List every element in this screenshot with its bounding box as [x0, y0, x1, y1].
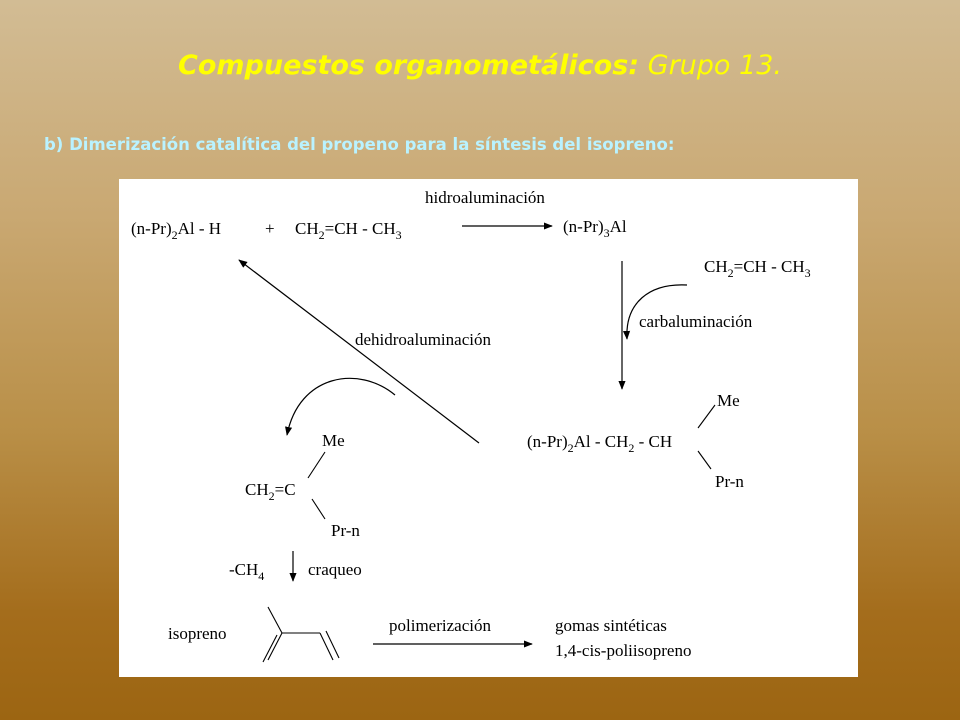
bond-to-me	[698, 405, 715, 428]
bond-to-prn	[698, 451, 711, 469]
me-upper: Me	[717, 391, 740, 410]
methylpentene: $CH_2=C$	[245, 480, 296, 503]
me-lower: Me	[322, 431, 345, 450]
label-isopreno: isopreno	[168, 624, 227, 643]
methane-loss: $-CH_4$	[229, 560, 265, 583]
title-main: Compuestos organometálicos:	[178, 50, 640, 81]
tripropylaluminum: $(n-Pr)_3Al$	[563, 217, 627, 240]
prn-lower: Pr-n	[331, 521, 360, 540]
propene-reactant: $CH_2=CH - CH_3$	[295, 219, 402, 242]
slide-title	[0, 50, 960, 81]
bond-alkene-me	[308, 452, 325, 478]
label-poliisopreno: 1,4-cis-poliisopreno	[555, 641, 692, 660]
plus-sign: +	[265, 219, 275, 238]
label-polimerizacion: polimerización	[389, 616, 491, 635]
curved-arrow-alkene-out	[287, 378, 395, 435]
reaction-diagram-svg	[119, 179, 858, 677]
isoprene-structure	[263, 607, 339, 662]
arrow-dehidroaluminacion	[239, 260, 479, 443]
reaction-diagram	[119, 179, 858, 677]
label-carbaluminacion: carbaluminación	[639, 312, 753, 331]
bond-alkene-prn	[312, 499, 325, 519]
slide-subtitle: b) Dimerización catalítica del propeno para la síntesis del isopreno:	[44, 135, 675, 154]
title-group: Grupo 13.	[647, 50, 782, 81]
label-dehidroaluminacion: dehidroaluminación	[355, 330, 491, 349]
propene-second: $CH_2=CH - CH_3$	[704, 257, 811, 280]
prn-upper: Pr-n	[715, 472, 744, 491]
alkylaluminum-adduct: $(n-Pr)_2Al - CH_2$ - CH	[527, 432, 673, 455]
label-craqueo: craqueo	[308, 560, 362, 579]
label-hidroaluminacion: hidroaluminación	[425, 188, 545, 207]
label-gomas: gomas sintéticas	[555, 616, 667, 635]
dialkylaluminum-hydride: $(n-Pr)_2Al$ - H	[131, 219, 222, 242]
